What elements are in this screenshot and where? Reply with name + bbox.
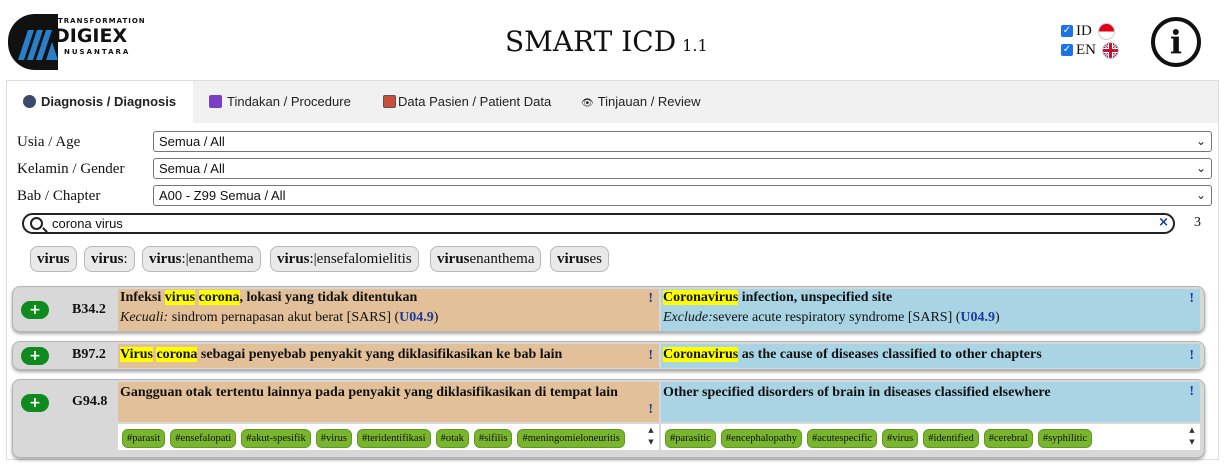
indonesian-title: Infeksi virus corona, lokasi yang tidak ditentukan bbox=[120, 290, 418, 305]
icd-code: B97.2 bbox=[72, 347, 106, 362]
uk-flag-icon bbox=[1102, 42, 1119, 59]
filter-age-row bbox=[17, 131, 1212, 153]
code-reference-link[interactable]: U04.9 bbox=[399, 310, 434, 325]
english-title: Coronavirus infection, unspecified site bbox=[663, 290, 893, 305]
tag-chip[interactable]: #ensefalopati bbox=[170, 429, 236, 448]
chapter-select-value: A00 - Z99 Semua / All bbox=[159, 188, 286, 203]
indonesian-description bbox=[118, 289, 659, 331]
indonesian-title: Virus corona sebagai penyebab penyakit yang diklasifikasikan ke bab lain bbox=[120, 347, 563, 362]
indonesian-note: Kecuali: sindrom pernapasan akut berat [SARS] (U04.9) bbox=[120, 310, 439, 325]
indonesia-flag-icon bbox=[1098, 23, 1115, 40]
logo-main-text: DIGIEX bbox=[54, 25, 128, 47]
tag-chip[interactable]: #meningomieloneuritis bbox=[517, 429, 624, 448]
tag-scroll-spinner[interactable] bbox=[645, 424, 657, 450]
alert-icon[interactable]: ! bbox=[648, 291, 653, 306]
eye-icon: 👁 bbox=[581, 98, 594, 109]
suggestion-chip[interactable]: virus:|ensefalomielitis bbox=[270, 246, 419, 272]
language-toggle-en[interactable] bbox=[1061, 41, 1119, 59]
add-code-button[interactable]: + bbox=[21, 347, 49, 365]
english-description bbox=[661, 382, 1200, 422]
tab-diagnosis[interactable] bbox=[7, 81, 193, 123]
chapter-select[interactable] bbox=[153, 185, 1212, 206]
filter-chapter-label: Bab / Chapter bbox=[17, 188, 101, 204]
scroll-down-icon[interactable]: ▼ bbox=[1189, 438, 1195, 446]
logo-bottom-text: NUSANTARA bbox=[64, 48, 131, 56]
tab-patient-data[interactable] bbox=[383, 81, 551, 123]
checkbox-icon[interactable]: ✓ bbox=[1062, 44, 1072, 55]
suggestion-chip[interactable]: virus bbox=[30, 246, 77, 272]
suggestion-chip[interactable]: viruses bbox=[550, 246, 609, 272]
procedure-icon bbox=[209, 95, 222, 108]
tab-label: Diagnosis / Diagnosis bbox=[41, 94, 177, 109]
logo-top-text: TRANSFORMATION bbox=[58, 17, 146, 25]
scroll-up-icon[interactable]: ▲ bbox=[1189, 426, 1195, 434]
icd-code: G94.8 bbox=[72, 394, 108, 409]
language-label-id: ID bbox=[1076, 22, 1092, 39]
tag-chip[interactable]: #sifilis bbox=[474, 429, 513, 448]
tag-chip[interactable]: #teridentifikasi bbox=[357, 429, 431, 448]
result-count: 3 bbox=[1194, 215, 1201, 230]
gender-select[interactable] bbox=[153, 158, 1212, 179]
suggestion-chip[interactable]: virus: bbox=[84, 246, 135, 272]
filter-age-label: Usia / Age bbox=[17, 134, 81, 150]
tag-scroll-spinner[interactable] bbox=[1186, 424, 1198, 450]
info-icon[interactable]: i bbox=[1151, 17, 1201, 67]
result-row bbox=[12, 341, 1205, 370]
tab-procedure[interactable] bbox=[209, 81, 351, 123]
tab-label: Data Pasien / Patient Data bbox=[398, 94, 552, 109]
english-title: Other specified disorders of brain in diseases classified elsewhere bbox=[663, 385, 1051, 400]
english-description bbox=[661, 344, 1200, 368]
suggestion-chip[interactable]: virusenanthema bbox=[430, 246, 541, 272]
tab-label: Tindakan / Procedure bbox=[227, 94, 351, 109]
suggestion-chip[interactable]: virus:|enanthema bbox=[142, 246, 261, 272]
tab-bar bbox=[7, 81, 1218, 123]
tag-chip[interactable]: #parasitic bbox=[665, 429, 716, 448]
english-tag-list bbox=[661, 424, 1200, 450]
scroll-up-icon[interactable]: ▲ bbox=[648, 426, 654, 434]
indonesian-title: Gangguan otak tertentu lainnya pada penyakit yang diklasifikasikan di tempat lain bbox=[120, 385, 618, 400]
result-row bbox=[12, 286, 1205, 332]
checkbox-icon[interactable]: ✓ bbox=[1062, 25, 1072, 36]
search-input[interactable] bbox=[22, 213, 1175, 234]
alert-icon[interactable]: ! bbox=[1189, 348, 1194, 363]
filter-gender-label: Kelamin / Gender bbox=[17, 161, 125, 177]
tag-chip[interactable]: #akut-spesifik bbox=[241, 429, 311, 448]
english-title: Coronavirus as the cause of diseases classified to other chapters bbox=[663, 347, 1042, 362]
age-select[interactable] bbox=[153, 131, 1212, 152]
app-title-text: SMART ICD bbox=[505, 25, 677, 58]
add-code-button[interactable]: + bbox=[21, 301, 49, 319]
chevron-down-icon: ⌄ bbox=[1195, 188, 1206, 202]
english-note: Exclude:severe acute respiratory syndrome [SARS] (U04.9) bbox=[663, 310, 1000, 325]
indonesian-description bbox=[118, 344, 659, 368]
alert-icon[interactable]: ! bbox=[648, 402, 653, 417]
alert-icon[interactable]: ! bbox=[648, 348, 653, 363]
indonesian-tag-list bbox=[118, 424, 659, 450]
english-description bbox=[661, 289, 1200, 331]
tag-chip[interactable]: #cerebral bbox=[984, 429, 1033, 448]
age-select-value: Semua / All bbox=[159, 134, 225, 149]
code-reference-link[interactable]: U04.9 bbox=[960, 310, 996, 325]
tag-chip[interactable]: #virus bbox=[316, 429, 352, 448]
tag-chip[interactable]: #virus bbox=[882, 429, 918, 448]
app-header bbox=[0, 0, 1224, 78]
tab-label: Tinjauan / Review bbox=[597, 94, 701, 109]
search-icon bbox=[30, 217, 43, 230]
alert-icon[interactable]: ! bbox=[1189, 384, 1194, 399]
scroll-down-icon[interactable]: ▼ bbox=[648, 438, 654, 446]
app-version: 1.1 bbox=[682, 36, 708, 55]
language-toggle-id[interactable] bbox=[1061, 22, 1115, 40]
filter-gender-row bbox=[17, 158, 1212, 180]
search-value: corona virus bbox=[52, 216, 123, 231]
tag-chip[interactable]: #identified bbox=[923, 429, 979, 448]
tag-chip[interactable]: #syphilitic bbox=[1038, 429, 1092, 448]
clear-search-button[interactable]: × bbox=[1158, 215, 1169, 230]
icd-code: B34.2 bbox=[72, 302, 106, 317]
tag-chip[interactable]: #acutespecific bbox=[807, 429, 877, 448]
digiex-logo bbox=[8, 14, 146, 70]
alert-icon[interactable]: ! bbox=[1189, 291, 1194, 306]
language-label-en: EN bbox=[1076, 41, 1096, 58]
filter-chapter-row bbox=[17, 185, 1212, 207]
tag-chip[interactable]: #encephalopathy bbox=[721, 429, 802, 448]
stethoscope-icon bbox=[23, 95, 36, 108]
result-row bbox=[12, 379, 1205, 458]
add-code-button[interactable]: + bbox=[21, 394, 49, 412]
tab-review[interactable] bbox=[581, 81, 701, 123]
app-title bbox=[505, 25, 708, 58]
chevron-down-icon: ⌄ bbox=[1195, 134, 1206, 148]
gender-select-value: Semua / All bbox=[159, 161, 225, 176]
patient-data-icon bbox=[383, 95, 396, 108]
indonesian-description bbox=[118, 382, 659, 422]
tag-chip[interactable]: #otak bbox=[436, 429, 469, 448]
chevron-down-icon: ⌄ bbox=[1195, 161, 1206, 175]
tag-chip[interactable]: #parasit bbox=[122, 429, 165, 448]
